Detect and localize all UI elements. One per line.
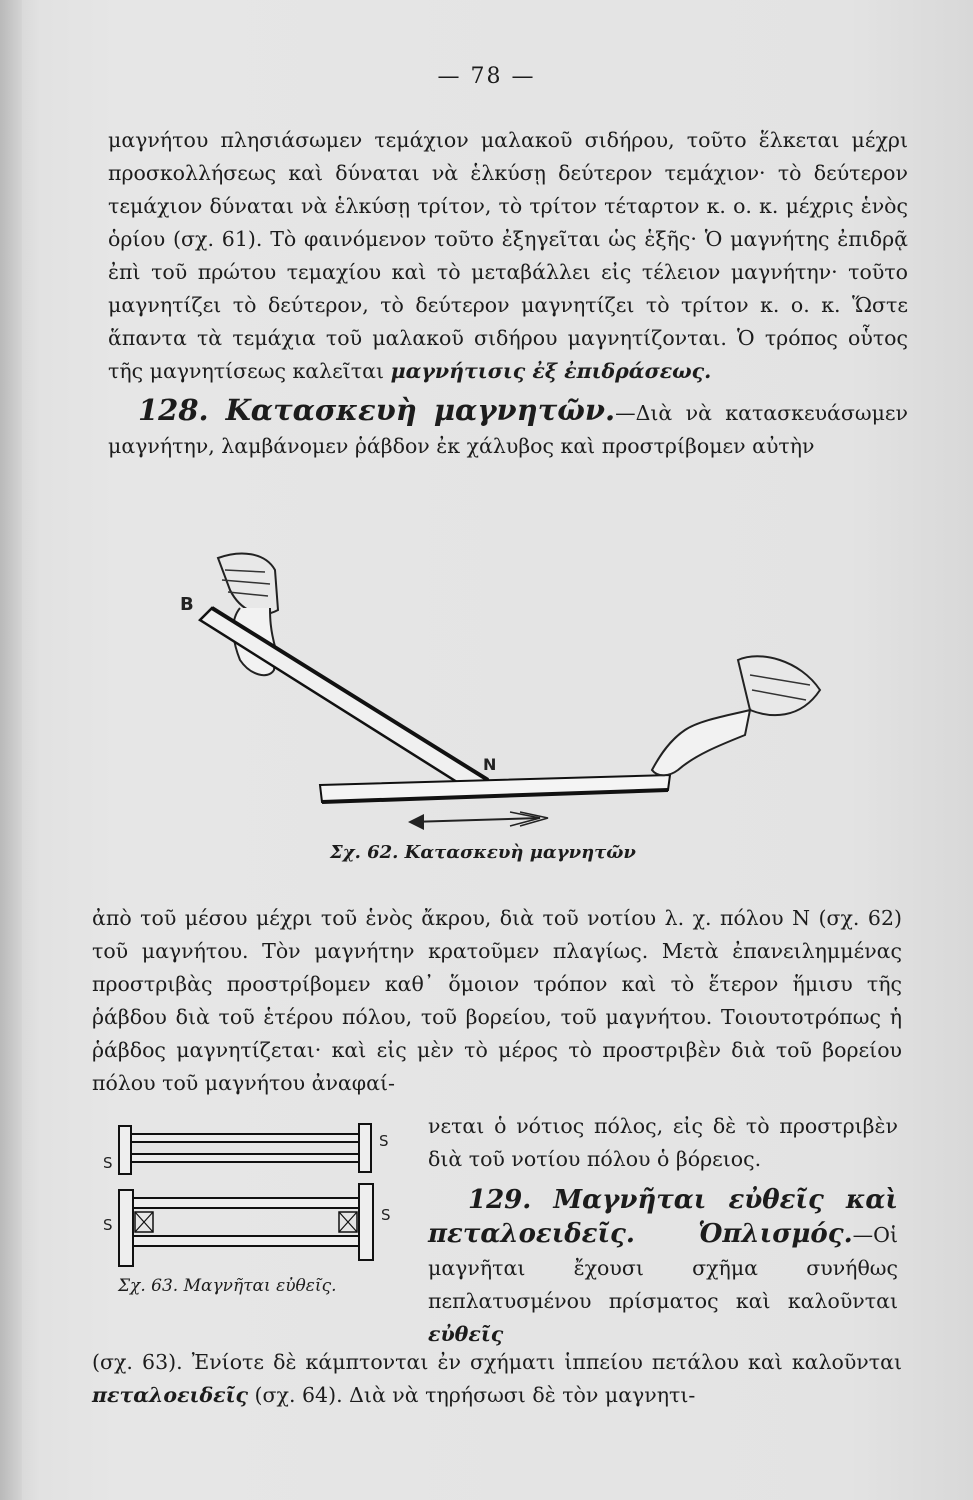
keeper-right-cross [339,1212,357,1232]
fig62-label-b: B [180,594,194,615]
armature-end-left [119,1190,133,1266]
keeper-left-cross [135,1212,153,1232]
term-straight: εὐθεῖς [428,1322,504,1346]
fig63-label-s-left-bottom: S [103,1216,113,1234]
fig62-label-n: N [483,755,497,774]
magnet-bar [200,608,488,794]
page-number: — 78 — [437,64,536,89]
section-128-title: 128. Κατασκευὴ μαγνητῶν. [138,393,616,427]
para3-end-text: (σχ. 64). Διὰ νὰ τηρήσωσι δὲ τὸν μαγνητι- [254,1383,696,1407]
magnet-bar-shadow [212,608,488,780]
paragraph-procedure [92,902,902,1100]
figure-62-illustration [170,550,840,840]
para3-text: (σχ. 63). Ἐνίοτε δὲ κάμπτονται ἐν σχήματι ἱππείου πετάλου καὶ καλοῦνται [92,1350,902,1374]
term-induction: μαγνήτισις ἐξ ἐπιδράσεως. [390,359,712,383]
fig63-label-s-right-top: S [379,1132,389,1150]
para2-text: ἀπὸ τοῦ μέσου μέχρι τοῦ ἑνὸς ἄκρου, διὰ τοῦ νοτίου λ. χ. πόλου N (σχ. 62) τοῦ μαγνήτου. Τὸν μαγνήτην κρατοῦμεν πλαγίως. Μετὰ ἐπανειλημμένας προστριβὰς προστρίβομεν καθ᾽ ὅμοιον τρόπον καὶ τὸ ἕτερον ἥμισυ τῆς ῥάβδου διὰ τοῦ ἑτέρου πόλου, τοῦ βορείου, τοῦ μαγνήτου. Τοιουτοτρόπως ἡ ῥάβδος μαγνητίζεται· καὶ εἰς μὲν τὸ μέρος τὸ προστριβὲν διὰ τοῦ βορείου πόλου τοῦ μαγνήτου ἀναφαί- [92,906,902,1095]
section-128-text: —Διὰ νὰ κατασκευάσωμεν μαγνήτην, λαμβάνομεν ῥάβδον ἐκ χάλυβος καὶ προστρίβομεν αὐτὴν [108,401,908,458]
figure-63-caption: Σχ. 63. Μαγνῆται εὐθεῖς. [118,1276,337,1296]
armature-top-bar [133,1198,359,1208]
fig63-label-s-right-bottom: S [381,1206,391,1224]
right-cuff-icon [738,656,820,715]
term-horseshoe: πεταλοειδεῖς [92,1383,249,1407]
bar-magnet-end-left [119,1126,131,1174]
para2-wrap-text: νεται ὁ νότιος πόλος, εἰς δὲ τὸ προστριβὲν διὰ τοῦ νοτίου πόλου ὁ βόρειος. [428,1114,898,1171]
bar-magnet-bottom [131,1154,359,1162]
bar-magnet-top [131,1134,359,1142]
paragraph-magnetization [108,124,908,463]
section-129-text: —Οἱ μαγνῆται ἔχουσι σχῆμα συνήθως πεπλατυσμένου πρίσματος καὶ καλοῦνται [428,1223,898,1313]
armature-end-right [359,1184,373,1260]
direction-arrow-shaft [410,818,540,822]
armature-bottom-bar [133,1236,359,1246]
fig63-label-s-left-top: S [103,1154,113,1172]
direction-arrow-head-icon [408,814,424,830]
right-hand-icon [652,710,750,775]
para1-text: μαγνήτου πλησιάσωμεν τεμάχιον μαλακοῦ σιδήρου, τοῦτο ἕλκεται μέχρι προσκολλήσεως καὶ δύναται νὰ ἑλκύσῃ δεύτερον τεμάχιον· τὸ δεύτερον τεμάχιον δύναται νὰ ἑλκύσῃ τρίτον, τὸ τρίτον τέταρτον κ. ο. κ. μέχρις ἑνὸς ὁρίου (σχ. 61). Τὸ φαινόμενον τοῦτο ἐξηγεῖται ὡς ἑξῆς· Ὁ μαγνήτης ἐπιδρᾷ ἐπὶ τοῦ πρώτου τεμαχίου καὶ τὸ μεταβάλλει εἰς τέλειον μαγνήτην· τοῦτο μαγνητίζει τὸ δεύτερον, τὸ δεύτερον μαγνητίζει τὸ τρίτον κ. ο. κ. Ὥστε ἅπαντα τὰ τεμάχια τοῦ μαλακοῦ σιδήρου μαγνητίζονται. Ὁ τρόπος οὗτος τῆς μαγνητίσεως καλεῖται [108,128,908,383]
paragraph-horseshoe [92,1346,902,1412]
page-binding-edge [0,0,22,1500]
figure-63-illustration [95,1118,395,1278]
bar-magnet-end-right [359,1124,371,1172]
paragraph-wrap-fig63 [428,1110,898,1351]
figure-62-caption: Σχ. 62. Κατασκευὴ μαγνητῶν [330,842,636,863]
section-129-title: 129. Μαγνῆται εὐθεῖς καὶ πεταλοειδεῖς. Ὁπλισμός. [428,1185,898,1249]
